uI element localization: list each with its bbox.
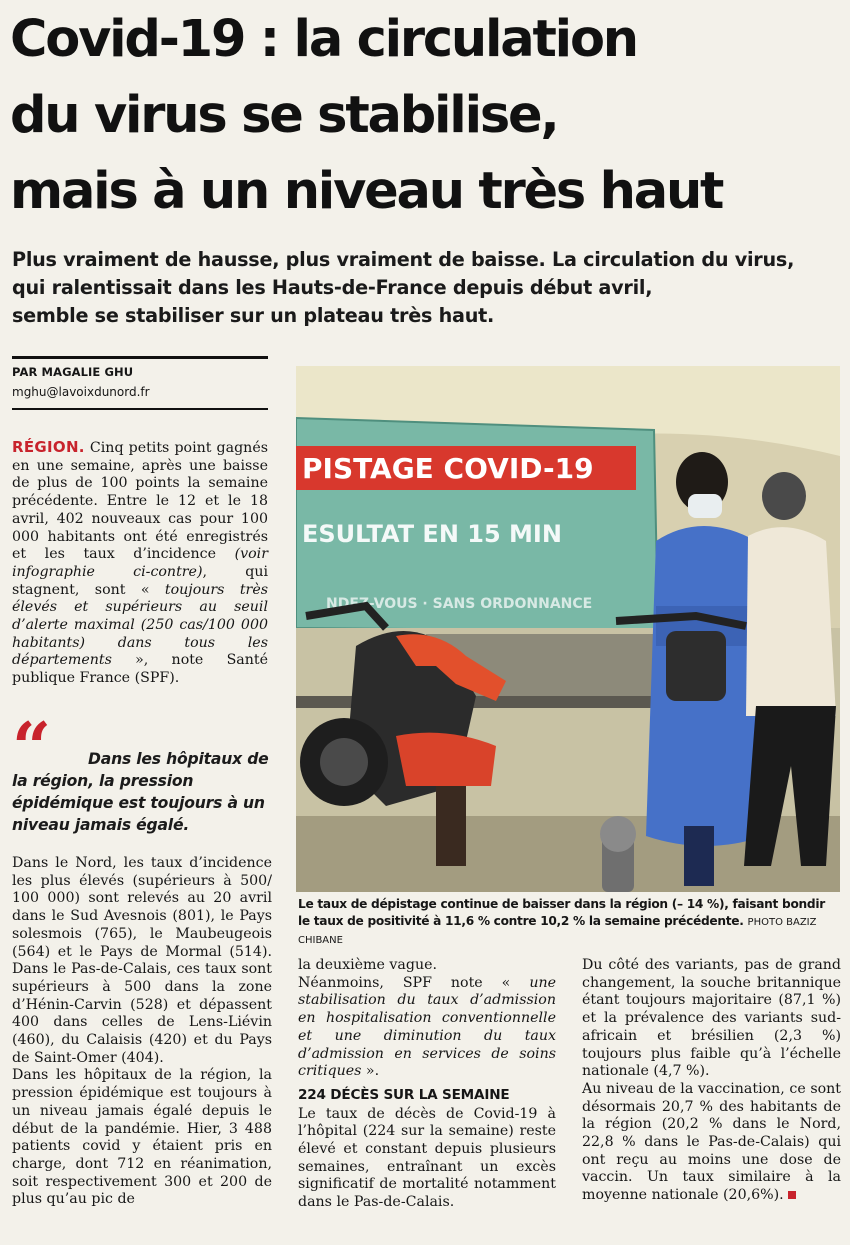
quote-marks-icon: “ xyxy=(12,708,52,788)
banner-sub-text: ESULTAT EN 15 MIN xyxy=(302,520,562,548)
photo-caption xyxy=(298,896,838,949)
byline-top-rule xyxy=(12,356,268,359)
end-of-article-icon xyxy=(788,1191,796,1199)
subhead-deces: 224 DÉCÈS SUR LA SEMAINE xyxy=(298,1086,510,1103)
paragraph-nord: Dans le Nord, les taux d’incidence les plus élevés (supérieurs à 500/ 100 000) sont relevés au 20 avril dans le Sud Avesnois (801), le Pays solesmois (765), le Maubeugeois (564) et le Pays de Mormal (514). Dans le Pas-de-Calais, ces taux sont supérieurs à 500 dans la zone d’Hénin-Carvin (528) et dépassent 400 dans celles de Lens-Liévin (460), du Calaisis (420) et du Pays de Saint-Omer (404). xyxy=(12,855,272,1066)
paragraph-deces: Le taux de décès de Covid-19 à l’hôpital (224 sur la semaine) reste élevé et constant depuis plusieurs semaines, entraînant un excès significatif de mortalité notamment dans le Pas-de-Calais. xyxy=(298,1105,556,1211)
column-3-body xyxy=(582,957,841,1205)
banner-main-text: PISTAGE COVID-19 xyxy=(302,452,594,485)
photo-credit: PHOTO BAZIZ CHIBANE xyxy=(298,917,817,946)
standfirst-line: qui ralentissait dans les Hauts-de-France depuis début avril, xyxy=(12,276,653,299)
standfirst xyxy=(12,246,822,330)
lead-paragraph-block xyxy=(12,439,268,688)
caption-text: Le taux de dépistage continue de baisser dans la région (– 14 %), faisant bondir le taux de positivité à 11,6 % contre 10,2 % la semaine précédente. xyxy=(298,897,825,928)
column-1-body xyxy=(12,855,272,1209)
headline-line: mais à un niveau très haut xyxy=(10,162,723,221)
author-email[interactable]: mghu@lavoixdunord.fr xyxy=(12,385,150,399)
paragraph-hopitaux: Dans les hôpitaux de la région, la pression épidémique est toujours à un niveau jamais égalé depuis le début de la pandémie. Hier, 3 488 patients covid y étaient pris en charge, dont 712 en réanimation, soit respectivement 300 et 200 de plus qu’au pic de xyxy=(12,1067,272,1208)
byline-bottom-rule xyxy=(12,408,268,410)
pull-quote-text: Dans les hôpitaux de la région, la pression épidémique est toujours à un niveau jamais égalé. xyxy=(12,750,269,834)
byline: PAR MAGALIE GHU xyxy=(12,365,134,379)
lead-keyword: RÉGION. xyxy=(12,438,85,456)
article-photo xyxy=(296,366,840,892)
column-2-body xyxy=(298,957,556,1212)
paragraph-deuxieme-vague: la deuxième vague. xyxy=(298,957,438,973)
lead-paragraph: RÉGION. Cinq petits point gagnés en une semaine, après une baisse de plus de 100 points la semaine précédente. Entre le 12 et le 18 avril, 402 nouveaux cas pour 100 000 habitants ont été enregistrés et les taux d’incidence (voir infographie ci-contre), qui stagnent, sont « toujours très élevés et supérieurs au seuil d’alerte maximal (250 cas/100 000 habitants) dans tous les départements », note Santé publique France (SPF). xyxy=(12,438,268,687)
headline-line: du virus se stabilise, xyxy=(10,86,558,145)
banner-small-text: NDEZ-VOUS · SANS ORDONNANCE xyxy=(326,596,593,612)
standfirst-line: Plus vraiment de hausse, plus vraiment de baisse. La circulation du virus, xyxy=(12,248,795,271)
paragraph-variants: Du côté des variants, pas de grand changement, la souche britannique étant toujours majoritaire (87,1 %) et la prévalence des variants sud-africain et brésilien (2,3 %) toujours plus faible qu’à l’échelle nationale (4,7 %). xyxy=(582,957,841,1080)
paragraph-vaccination: Au niveau de la vaccination, ce sont désormais 20,7 % des habitants de la région (20,2 % dans le Nord, 22,8 % dans le Pas-de-Calais) qui ont reçu au moins une dose de vaccin. Un taux similaire à la moyenne nationale (20,6%). xyxy=(582,1080,841,1204)
screening-tent-illustration xyxy=(296,366,840,892)
paragraph-spf: Néanmoins, SPF note « une stabilisation du taux d’admission en hospitalisation conventionnelle et une diminution du taux d’admission en services de soins critiques ». xyxy=(298,974,556,1080)
headline-line: Covid-19 : la circulation xyxy=(10,10,637,69)
standfirst-line: semble se stabiliser sur un plateau très haut. xyxy=(12,304,495,327)
headline xyxy=(10,2,840,230)
